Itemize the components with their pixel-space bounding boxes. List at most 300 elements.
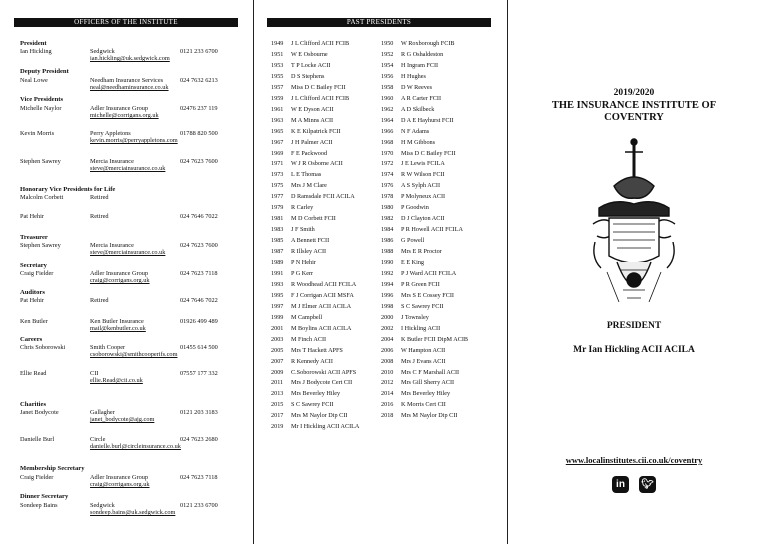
organisation-name: Circle: [90, 436, 106, 443]
president-year: 1972: [381, 160, 394, 168]
organisation-name: Sedgwick: [90, 502, 115, 509]
president-name-entry: D A E Hayhurst FCII: [401, 116, 454, 124]
officer-role-heading: Secretary: [20, 262, 47, 269]
president-name-entry: A D Skilbeck: [401, 105, 435, 113]
president-name-entry: J H Palmer ACII: [291, 138, 333, 146]
officer-phone: 02476 237 119: [180, 105, 218, 112]
past-president-entry: [381, 215, 444, 222]
officer-email-link[interactable]: ian.hickling@uk.sedgwick.com: [90, 55, 170, 63]
president-year: 1952: [381, 50, 394, 58]
president-year: 1985: [271, 237, 284, 245]
president-name-entry: M Finch ACII: [291, 335, 327, 343]
president-year: 2002: [381, 324, 394, 332]
president-year: 1975: [271, 182, 284, 190]
past-president-entry: [271, 171, 321, 178]
president-name-entry: P G Kerr: [291, 269, 314, 277]
president-name-entry: C.Soborowski ACII APFS: [291, 368, 357, 376]
past-presidents-header: PAST PRESIDENTS: [267, 18, 491, 27]
organisation-name: Adler Insurance Group: [90, 270, 149, 277]
officer-organisation: [90, 48, 170, 62]
organisation-name: CII: [90, 370, 99, 377]
past-president-entry: [381, 390, 450, 397]
past-president-entry: [271, 73, 324, 80]
president-name-entry: M Campbell: [291, 313, 323, 321]
president-name-entry: P R Howell ACII FCILA: [401, 226, 463, 234]
officer-organisation: [90, 409, 154, 423]
president-name-entry: P N Hehir: [291, 259, 316, 266]
president-name-entry: R Kennedy ACII: [291, 357, 333, 365]
past-president-entry: [381, 237, 424, 244]
officer-name: Ellie Read: [20, 370, 47, 377]
president-year: 2006: [381, 346, 394, 354]
president-name-entry: Mr I Hickling ACII ACILA: [291, 423, 360, 431]
past-president-entry: [271, 270, 313, 277]
officer-email-link[interactable]: neal@needhaminsurance.co.uk: [90, 84, 169, 92]
past-president-entry: [271, 95, 349, 102]
past-president-entry: [381, 248, 442, 255]
past-president-entry: [381, 204, 429, 211]
president-year: 2016: [381, 401, 394, 409]
president-year: 2008: [381, 357, 394, 365]
officer-name: Stephen Sawrey: [20, 242, 61, 249]
officer-name: Craig Fielder: [20, 270, 54, 277]
past-president-entry: [381, 193, 445, 200]
president-name-entry: P Goodwin: [401, 204, 429, 212]
president-name-entry: R W Wilson FCII: [401, 171, 445, 179]
past-presidents-panel: [253, 0, 507, 544]
president-year: 1989: [271, 259, 284, 266]
website-link[interactable]: www.localinstitutes.cii.co.uk/coventry: [565, 455, 703, 465]
officer-email-link[interactable]: craig@corrigans.org.uk: [90, 277, 150, 285]
president-year: 2017: [271, 412, 284, 420]
president-year: 2013: [271, 390, 284, 398]
president-name-entry: Mrs E R Proctor: [401, 248, 442, 256]
president-name-entry: P R Green FCII: [401, 280, 440, 288]
president-name-entry: M A Minns ACII: [291, 116, 334, 124]
president-year: 1978: [381, 193, 394, 201]
past-president-entry: [381, 62, 438, 69]
past-president-entry: [271, 62, 330, 69]
president-name-entry: Mrs J Evans ACII: [401, 357, 446, 365]
past-president-entry: [381, 95, 441, 102]
officer-phone: 024 7646 7022: [180, 297, 218, 304]
president-year: 2019: [271, 423, 284, 431]
past-president-entry: [381, 401, 446, 408]
president-name-entry: Mrs M Naylor Dip CII: [291, 412, 348, 420]
past-president-entry: [271, 281, 356, 288]
president-year: 1995: [271, 291, 284, 299]
past-president-entry: [381, 270, 456, 277]
president-year: 1949: [271, 40, 284, 47]
president-name-entry: Mrs J Bodycote Cert CII: [291, 379, 353, 387]
president-name-entry: H Ingram FCII: [401, 61, 439, 69]
president-name-entry: D J Clayton ACII: [401, 215, 445, 223]
organisation-name: Ken Butler Insurance: [90, 318, 144, 325]
past-president-entry: [271, 358, 333, 365]
officer-email-link[interactable]: ellie.Read@cii.co.uk: [90, 377, 143, 385]
president-name-entry: S C Sawrey FCII: [401, 302, 444, 310]
past-president-entry: [381, 73, 426, 80]
officer-email-link[interactable]: kevin.morris@perryappletons.com: [90, 137, 178, 145]
officer-name: Stephen Sawrey: [20, 158, 61, 165]
officer-email-link[interactable]: steve@merciainsurance.co.uk: [90, 165, 166, 173]
president-year: 2018: [381, 412, 394, 420]
organisation-name: Sedgwick: [90, 48, 115, 55]
president-name-entry: F E Packwood: [291, 149, 328, 157]
president-name-entry: M Boylins ACII ACILA: [291, 324, 352, 332]
president-year: 1951: [271, 50, 284, 58]
organisation-name: Gallagher: [90, 409, 115, 416]
president-name-entry: W E Dyson ACII: [291, 105, 334, 113]
past-president-entry: [381, 336, 468, 343]
president-name-entry: A Bennett FCII: [291, 237, 330, 245]
officer-email-link[interactable]: craig@corrigans.org.uk: [90, 481, 150, 489]
president-year: 1988: [381, 248, 394, 256]
officer-email-link[interactable]: mail@kenbutler.co.uk: [90, 325, 146, 333]
president-year: 1961: [271, 105, 284, 113]
president-name-entry: D W Reeves: [401, 83, 433, 91]
past-president-entry: [381, 325, 440, 332]
president-year: 1982: [381, 215, 394, 223]
president-year: 1980: [381, 204, 394, 212]
officer-organisation: [90, 158, 165, 172]
president-name-entry: Mrs Beverley Hiley: [291, 390, 341, 398]
president-name-entry: Miss D C Bailey FCII: [401, 149, 456, 157]
officer-role-heading: Dinner Secretary: [20, 493, 69, 500]
organisation-name: Retired: [90, 297, 109, 304]
past-president-entry: [271, 325, 351, 332]
president-year: 2000: [381, 313, 394, 321]
past-president-entry: [381, 379, 454, 386]
institute-title-line1: THE INSURANCE INSTITUTE OF: [551, 100, 717, 111]
president-name-entry: W J R Osborne ACII: [291, 160, 343, 168]
past-president-entry: [271, 40, 349, 47]
president-name-entry: Mrs C F Marshall ACII: [401, 368, 460, 376]
past-president-entry: [381, 314, 429, 321]
president-name-entry: D S Stephens: [291, 72, 325, 80]
officer-email-link[interactable]: janet_bodycote@ajg.com: [90, 416, 155, 424]
president-year: 2005: [271, 346, 284, 354]
president-name: Mr Ian Hickling ACII ACILA: [573, 345, 695, 355]
past-president-entry: [271, 248, 326, 255]
president-year: 1977: [271, 193, 284, 201]
president-year: 1957: [271, 83, 284, 91]
president-name-entry: Mrs Beverley Hiley: [401, 390, 451, 398]
officer-organisation: [90, 297, 109, 304]
officer-organisation: [90, 270, 150, 284]
past-president-entry: [381, 51, 443, 58]
past-president-entry: [381, 182, 440, 189]
past-president-entry: [271, 106, 334, 113]
past-president-entry: [381, 281, 440, 288]
president-year: 1981: [271, 215, 284, 223]
officer-organisation: [90, 105, 159, 119]
president-name-entry: P Molyneux ACII: [401, 193, 446, 201]
president-name-entry: K Morris Cert CII: [401, 401, 446, 409]
officer-email-link[interactable]: michelle@corrigans.org.uk: [90, 112, 159, 120]
officer-phone: 024 7646 7022: [180, 213, 218, 220]
twitter-icon[interactable]: 🐦︎: [639, 476, 656, 493]
past-president-entry: [381, 160, 445, 167]
officers-panel: [0, 0, 253, 544]
officer-phone: 01455 614 500: [180, 344, 218, 351]
past-president-entry: [271, 193, 355, 200]
president-year: 2001: [271, 324, 284, 332]
president-year: 1996: [381, 291, 394, 299]
president-year: 1983: [271, 226, 284, 234]
past-president-entry: [271, 51, 328, 58]
president-year: 1976: [381, 182, 394, 190]
president-year: 1959: [271, 94, 284, 102]
organisation-name: Smith Cooper: [90, 344, 126, 351]
organisation-name: Mercia Insurance: [90, 158, 134, 165]
organisation-name: Mercia Insurance: [90, 242, 134, 249]
past-president-entry: [381, 259, 424, 266]
past-president-entry: [271, 150, 327, 157]
president-name-entry: E E King: [401, 259, 425, 266]
president-year: 1987: [271, 248, 284, 256]
president-name-entry: R Carley: [291, 204, 314, 212]
president-name-entry: J F Smith: [291, 226, 315, 234]
president-year: 1955: [271, 72, 284, 80]
president-year: 2012: [381, 379, 394, 387]
officer-phone: 01926 499 489: [180, 318, 218, 325]
president-name-entry: A S Sylph ACII: [401, 182, 441, 190]
officer-email-link[interactable]: danielle.burl@circleinsurance.co.uk: [90, 443, 181, 451]
president-name-entry: Miss D C Bailey FCII: [291, 83, 346, 91]
past-president-entry: [271, 303, 351, 310]
president-year: 2004: [381, 335, 394, 343]
past-president-entry: [381, 226, 463, 233]
past-president-entry: [271, 204, 313, 211]
past-president-entry: [271, 84, 346, 91]
past-president-entry: [271, 139, 332, 146]
officers-header: OFFICERS OF THE INSTITUTE: [14, 18, 238, 27]
president-year: 2010: [381, 368, 394, 376]
past-president-entry: [271, 117, 333, 124]
officer-organisation: [90, 318, 146, 332]
past-president-entry: [271, 379, 352, 386]
officer-phone: 024 7623 7600: [180, 158, 218, 165]
president-year: 1974: [381, 171, 394, 179]
president-year: 1984: [381, 226, 394, 234]
president-name-entry: L E Thomas: [291, 171, 322, 179]
officer-phone: 024 7632 6213: [180, 77, 218, 84]
officer-phone: 024 7623 7600: [180, 242, 218, 249]
president-year: 1970: [381, 149, 394, 157]
president-name-entry: W E Osbourne: [291, 50, 328, 58]
past-president-entry: [271, 336, 326, 343]
president-year: 2003: [271, 335, 284, 343]
president-year: 1993: [271, 280, 284, 288]
president-year: 1973: [271, 171, 284, 179]
president-year: 1971: [271, 160, 284, 168]
president-name-entry: G Powell: [401, 237, 425, 245]
officer-name: Kevin Morris: [20, 130, 55, 137]
officer-phone: 07557 177 332: [180, 370, 218, 377]
past-president-entry: [271, 259, 316, 266]
past-president-entry: [271, 160, 343, 167]
president-year: 1964: [381, 116, 394, 124]
president-name-entry: P J Ward ACII FCILA: [401, 269, 457, 277]
president-name-entry: J Townsley: [401, 313, 429, 321]
officer-name: Michelle Naylor: [20, 105, 62, 112]
officer-role-heading: Vice Presidents: [20, 96, 64, 103]
officer-organisation: [90, 130, 178, 144]
president-name-entry: D Ramsdale FCII ACILA: [291, 193, 355, 201]
president-year: 1954: [381, 61, 394, 69]
president-name-entry: J L Clifford ACII FCIB: [291, 40, 350, 47]
officer-organisation: [90, 77, 169, 91]
past-president-entry: [381, 412, 457, 419]
president-year: 1962: [381, 105, 394, 113]
officer-organisation: [90, 502, 175, 516]
past-president-entry: [381, 358, 446, 365]
president-year: 1956: [381, 72, 394, 80]
president-name-entry: W Roxborough FCIB: [401, 40, 455, 47]
officer-name: Craig Fielder: [20, 474, 54, 481]
president-name-entry: M D Corbett FCII: [291, 215, 336, 223]
president-year: 1958: [381, 83, 394, 91]
officer-name: Pat Hehir: [20, 213, 44, 220]
officer-phone: 0121 203 3183: [180, 409, 218, 416]
year-label: 2019/2020: [613, 88, 655, 98]
officer-role-heading: Careers: [20, 336, 43, 343]
officer-role-heading: President: [20, 40, 47, 47]
past-president-entry: [271, 347, 343, 354]
president-year: 2009: [271, 368, 284, 376]
president-name-entry: Mrs M Naylor Dip CII: [401, 412, 458, 420]
organisation-name: Perry Appletons: [90, 130, 131, 137]
organisation-name: Needham Insurance Services: [90, 77, 164, 84]
president-year: 2014: [381, 390, 394, 398]
officer-organisation: [90, 213, 109, 220]
officer-name: Malcolm Corbett: [20, 194, 64, 201]
president-name-entry: N F Adams: [401, 127, 430, 135]
institute-title-line2: COVENTRY: [604, 112, 664, 123]
president-name-entry: Mrs T Hackett APFS: [291, 346, 343, 354]
officer-phone: 024 7623 7118: [180, 270, 218, 277]
officer-name: Ian Hickling: [20, 48, 52, 55]
president-name-entry: R Woodhead ACII FCILA: [291, 280, 357, 288]
president-name-entry: W Hampton ACII: [401, 346, 446, 354]
president-year: 1990: [381, 259, 394, 266]
organisation-name: Adler Insurance Group: [90, 474, 149, 481]
past-president-entry: [381, 347, 445, 354]
president-name-entry: Mrs Gill Sherry ACII: [401, 379, 455, 387]
president-name-entry: R Illsley ACII: [291, 248, 327, 256]
president-year: 2011: [271, 379, 284, 387]
president-year: 1960: [381, 94, 394, 102]
officer-name: Neal Lowe: [20, 77, 48, 84]
officer-email-link[interactable]: steve@merciainsurance.co.uk: [90, 249, 166, 257]
president-name-entry: H Hughes: [401, 72, 426, 80]
officer-name: Janet Bodycote: [20, 409, 59, 416]
president-year: 1968: [381, 138, 394, 146]
president-year: 1991: [271, 269, 284, 277]
president-name-entry: A R Carter FCII: [401, 94, 442, 102]
officer-name: Danielle Burl: [20, 436, 55, 443]
past-president-entry: [271, 412, 347, 419]
past-president-entry: [271, 401, 333, 408]
cover-panel: [507, 0, 761, 544]
president-year: 1998: [381, 302, 394, 310]
past-president-entry: [381, 128, 429, 135]
organisation-name: Adler Insurance Group: [90, 105, 149, 112]
president-name-entry: K Butler FCII DipM ACIB: [401, 335, 469, 343]
president-name-entry: F J Corrigan ACII MSFA: [291, 291, 354, 299]
past-president-entry: [381, 40, 455, 47]
past-president-entry: [381, 106, 434, 113]
past-president-entry: [271, 215, 336, 222]
president-year: 1986: [381, 237, 394, 245]
president-year: 2007: [271, 357, 284, 365]
past-president-entry: [271, 314, 322, 321]
past-president-entry: [381, 292, 454, 299]
officer-name: Pat Hehir: [20, 297, 44, 304]
president-year: 2015: [271, 401, 284, 409]
officer-role-heading: Auditors: [20, 289, 45, 296]
officer-organisation: [90, 194, 109, 201]
past-president-entry: [271, 237, 329, 244]
officer-role-heading: Charities: [20, 401, 47, 408]
officer-phone: 0121 233 6700: [180, 502, 218, 509]
organisation-name: Retired: [90, 213, 109, 220]
president-name-entry: Mrs S E Cossey FCII: [401, 291, 454, 299]
past-president-entry: [271, 369, 356, 376]
officer-phone: 024 7623 2680: [180, 436, 218, 443]
president-year: 1963: [271, 116, 284, 124]
officer-role-heading: Deputy President: [20, 68, 69, 75]
past-president-entry: [271, 182, 327, 189]
officer-email-link[interactable]: sondeep.bains@uk.sedgwick.com: [90, 509, 176, 517]
officer-name: Ken Butler: [20, 318, 48, 325]
past-president-entry: [381, 84, 432, 91]
president-year: 1953: [271, 61, 284, 69]
president-year: 1966: [381, 127, 394, 135]
officer-organisation: [90, 344, 177, 358]
officer-organisation: [90, 436, 181, 450]
president-name-entry: J L Clifford ACII FCIB: [291, 94, 350, 102]
officer-phone: 01788 820 500: [180, 130, 218, 137]
president-year: 1979: [271, 204, 284, 212]
president-name-entry: H M Gibbons: [401, 138, 436, 146]
coat-of-arms-logo: [589, 138, 679, 313]
past-president-entry: [381, 139, 435, 146]
president-year: 1999: [271, 313, 284, 321]
president-year: 1965: [271, 127, 284, 135]
president-year: 1992: [381, 269, 394, 277]
officer-role-heading: Treasurer: [20, 234, 48, 241]
officer-phone: 0121 233 6700: [180, 48, 218, 55]
linkedin-icon[interactable]: in: [612, 476, 629, 493]
past-president-entry: [271, 390, 340, 397]
officer-role-heading: Membership Secretary: [20, 465, 85, 472]
past-president-entry: [381, 117, 454, 124]
past-president-entry: [381, 369, 459, 376]
president-name-entry: K E Kilpatrick FCII: [291, 127, 341, 135]
president-year: 1997: [271, 302, 284, 310]
officer-name: Chris Soborowski: [20, 344, 66, 351]
president-name-entry: J E Lewis FCILA: [401, 160, 445, 168]
president-name-entry: R G Oshaldeston: [401, 50, 444, 58]
past-president-entry: [381, 303, 443, 310]
past-president-entry: [271, 128, 341, 135]
officer-phone: 024 7623 7118: [180, 474, 218, 481]
officer-email-link[interactable]: csoborowski@smithcooperifs.com: [90, 351, 178, 359]
officer-organisation: [90, 370, 143, 384]
past-president-entry: [271, 423, 359, 430]
